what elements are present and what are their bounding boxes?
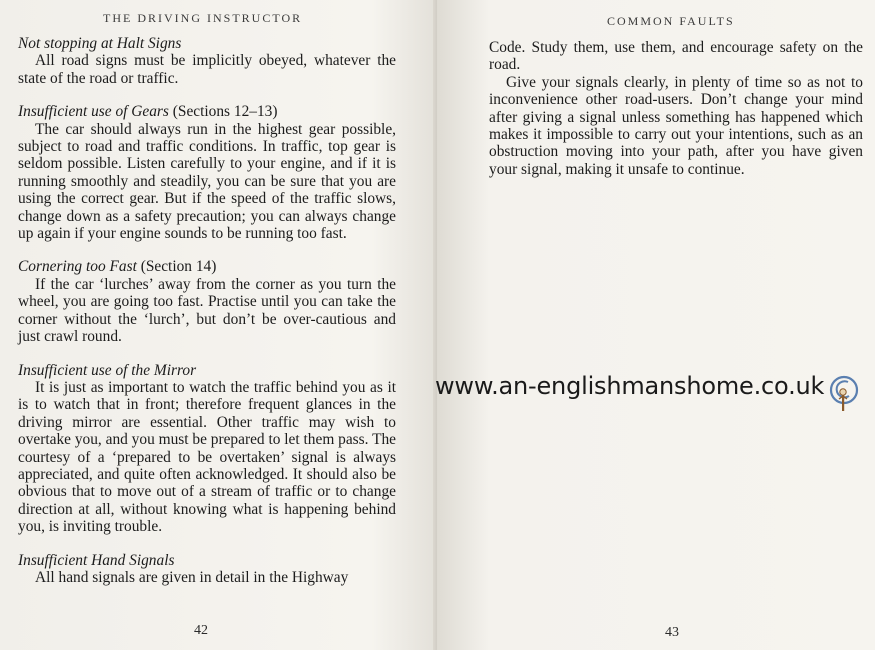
section-body: All road signs must be implicitly obeyed, whatever the state of the road or traffic. <box>18 52 396 87</box>
section-body: If the car ‘lurches’ away from the corner as you turn the wheel, you are going too fast. Practise until you can take the corner without the ‘lurch’, but don’t be over-cautious and just crawl round. <box>18 275 396 346</box>
section-title <box>18 552 396 569</box>
section-title-text: Cornering too Fast <box>18 258 137 276</box>
right-column <box>489 39 863 178</box>
section-title-text: Insufficient use of the Mirror <box>18 361 197 379</box>
signals-paragraph: Give your signals clearly, in plenty of time so as not to inconvenience other road-users. Don’t change your mind after giving a signal unless something has happened which makes it impossible to carry out your intentions, such as an obstruction moving into your path, after you have given your signal, making it unsafe to continue. <box>489 73 863 178</box>
section-ref: (Section 14) <box>136 258 217 276</box>
continuation-text: Code. Study them, use them, and encourage safety on the road. <box>489 39 863 74</box>
right-page <box>437 0 875 650</box>
page-number-right: 43 <box>665 625 679 640</box>
left-column <box>18 35 396 602</box>
left-page <box>0 0 437 650</box>
section-title <box>18 103 396 120</box>
section-title-text: Insufficient use of Gears <box>18 103 169 121</box>
page-number-left: 42 <box>194 623 208 638</box>
running-head-left: THE DRIVING INSTRUCTOR <box>103 11 303 25</box>
circle-figure-logo-icon <box>828 374 860 414</box>
section-title-text: Not stopping at Halt Signs <box>18 35 182 52</box>
section-ref: (Sections 12–13) <box>168 103 278 121</box>
section-gears <box>18 103 396 242</box>
section-body: It is just as important to watch the traffic behind you as it is to watch that in front; therefore frequent glances in the driving mirror are essential. Other traffic may wish to overtake you, and you must be prepared to let them pass. The courtesy of a ‘prepared to be overtaken’ signal is always appreciated, and quite often acknowledged. It should also be obvious that to move out of a stream of traffic or to change direction at all, without knowing what is happening behind you, is inviting trouble. <box>18 378 396 536</box>
section-halt-signs <box>18 35 396 87</box>
section-cornering <box>18 258 396 345</box>
watermark-text: www.an-englishmanshome.co.uk <box>435 372 825 400</box>
section-title-text: Insufficient Hand Signals <box>18 551 175 569</box>
section-body: All hand signals are given in detail in the Highway <box>35 568 349 586</box>
running-head-right: COMMON FAULTS <box>607 14 735 28</box>
section-body: The car should always run in the highest gear possible, subject to road and traffic conditions. In traffic, top gear is seldom possible. Listen carefully to your engine, and if it is running smoothly and steadily, you can be sure that you are using the correct gear. But if the speed of the traffic slows, change down as a safety precaution; you can always change up again if your engine sounds to be running too fast. <box>18 120 396 243</box>
section-title <box>18 35 396 52</box>
section-hand-signals <box>18 552 396 587</box>
section-title <box>18 258 396 275</box>
section-mirror <box>18 362 396 536</box>
section-title <box>18 362 396 379</box>
